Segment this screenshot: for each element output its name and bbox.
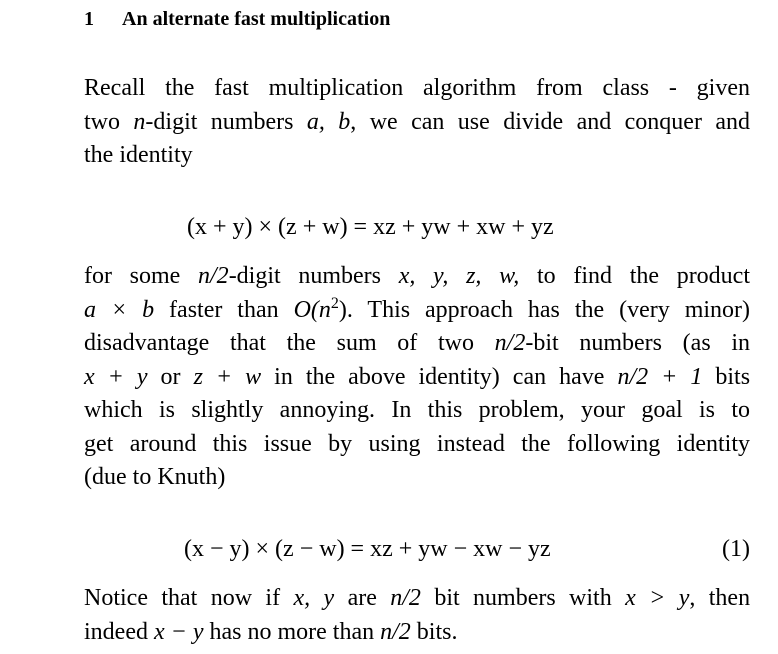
equation-identity: (x + y) × (z + w) = xz + yw + xw + yz (187, 214, 554, 240)
paragraph-line: for some n/2-digit numbers x, y, z, w, to find the product (84, 263, 751, 289)
paragraph-intro (84, 72, 750, 173)
paragraph-line: a × b faster than $O(n^2)$. This approach has the (very minor) (84, 294, 751, 323)
equation-number: (1) (722, 536, 750, 562)
paragraph-line: get around this issue by using instead the following identity (84, 430, 750, 457)
section-number: 1 (84, 8, 94, 30)
equation-knuth: (x − y) × (z − w) = xz + yw − xw − yz (184, 536, 551, 562)
section-title: An alternate fast multiplication (122, 8, 391, 30)
paragraph-line: which is slightly annoying. In this problem, your goal is to (84, 397, 750, 423)
paragraph-line: indeed x − y has no more than n/2 bits. (84, 618, 458, 645)
paragraph-conclusion (84, 582, 750, 649)
paragraph-body (84, 260, 750, 495)
paragraph-line: Notice that now if x, y are n/2 bit numbers with x > y, then (84, 585, 751, 611)
paragraph-line: Recall the fast multiplication algorithm from class - given (84, 75, 750, 101)
paragraph-line: x + y or z + w in the above identity) can have n/2 + 1 bits (84, 363, 751, 390)
section-heading (84, 8, 390, 31)
paragraph-line: two n-digit numbers a, b, we can use divide and conquer and (84, 108, 750, 135)
paragraph-line: the identity (84, 142, 193, 168)
paragraph-line: (due to Knuth) (84, 464, 226, 490)
paragraph-line: disadvantage that the sum of two n/2-bit numbers (as in (84, 330, 751, 356)
